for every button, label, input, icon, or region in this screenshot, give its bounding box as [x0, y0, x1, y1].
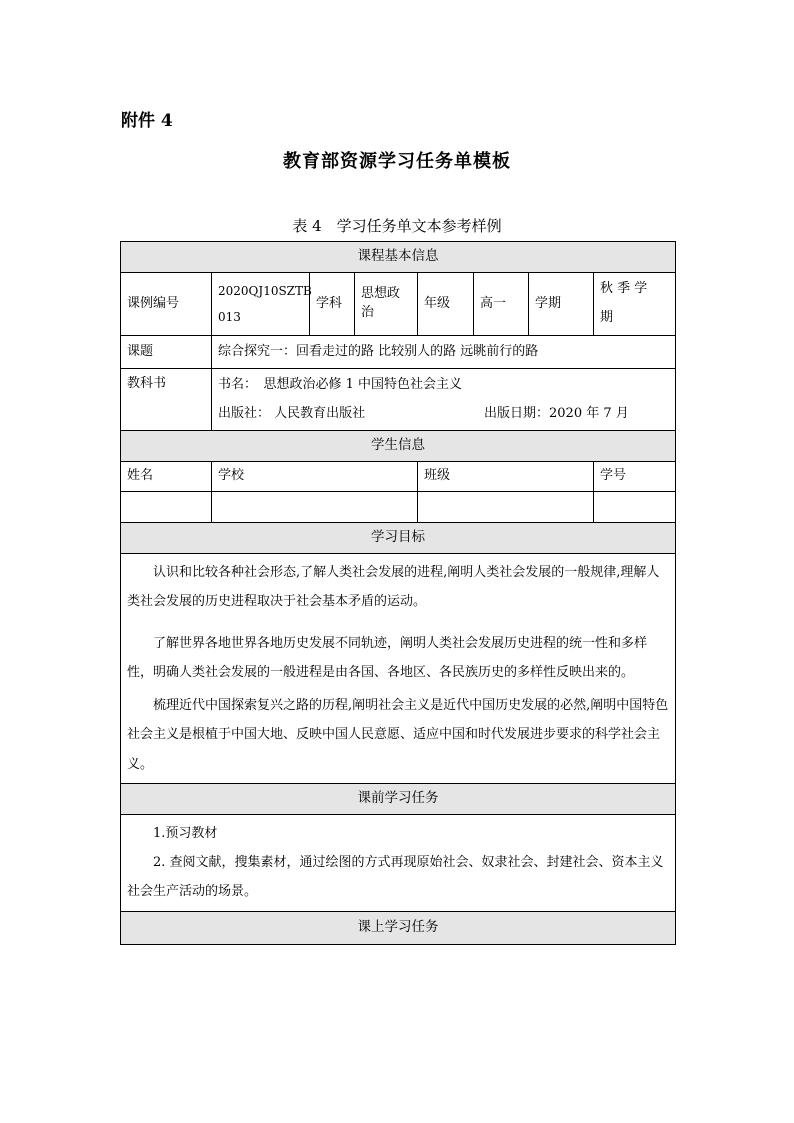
term-label: 学期	[529, 273, 594, 336]
section-in-class: 课上学习任务	[121, 911, 676, 944]
subject-label: 学科	[310, 273, 355, 336]
pre-class-content	[121, 814, 676, 911]
section-pre-class: 课前学习任务	[121, 783, 676, 814]
objectives-content	[121, 554, 676, 784]
grade-value: 高一	[474, 273, 529, 336]
section-student-info: 学生信息	[121, 431, 676, 462]
term-line1: 秋 季 学	[600, 281, 648, 297]
objective-paragraph: 认识和比较各种社会形态,了解人类社会发展的进程,阐明人类社会发展的一般规律,理解人类社会发展的历史进程取决于社会基本矛盾的运动。	[127, 565, 660, 610]
subject-value: 思想政治	[355, 273, 418, 336]
section-objectives: 学习目标	[121, 523, 676, 554]
topic-label: 课题	[121, 336, 212, 369]
student-id-field[interactable]	[594, 492, 676, 523]
textbook-label: 教科书	[121, 369, 212, 431]
textbook-publish-date: 出版日期：2020 年 7 月	[484, 405, 629, 421]
term-line2: 期	[600, 310, 614, 325]
student-name-label: 姓名	[121, 462, 212, 492]
objective-paragraph: 梳理近代中国探索复兴之路的历程,阐明社会主义是近代中国历史发展的必然,阐明中国特色社会主义是根植于中国大地、反映中国人民意愿、适应中国和时代发展进步要求的科学社会主义。	[127, 698, 669, 772]
pre-class-item: 2. 查阅文献，搜集素材，通过绘图的方式再现原始社会、奴隶社会、封建社会、资本主义社会生产活动的场景。	[127, 855, 664, 900]
term-value	[594, 273, 676, 336]
textbook-publisher: 出版社： 人民教育出版社	[218, 405, 366, 421]
student-school-label: 学校	[212, 462, 418, 492]
topic-value: 综合探究一：回看走过的路 比较别人的路 远眺前行的路	[212, 336, 676, 369]
table-caption: 表 4 学习任务单文本参考样例	[292, 217, 502, 235]
student-school-field[interactable]	[212, 492, 418, 523]
grade-label: 年级	[418, 273, 474, 336]
course-code-label: 课例编号	[121, 273, 212, 336]
pre-class-item: 1.预习教材	[153, 825, 218, 841]
student-class-field[interactable]	[418, 492, 594, 523]
student-id-label: 学号	[594, 462, 676, 492]
task-sheet-table	[120, 241, 676, 945]
student-class-label: 班级	[418, 462, 594, 492]
objective-paragraph: 了解世界各地世界各地历史发展不同轨迹，阐明人类社会发展历史进程的统一性和多样性，明确人类社会发展的一般进程是由各国、各地区、各民族历史的多样性反映出来的。	[127, 635, 648, 680]
course-code-line2: 013	[218, 310, 241, 324]
attachment-label: 附件 4	[121, 111, 173, 131]
textbook-publisher-row	[218, 400, 669, 429]
textbook-info	[212, 369, 676, 431]
course-code-line1: 2020QJ10SZTB	[218, 283, 312, 298]
course-code-value	[212, 273, 310, 336]
document-title: 教育部资源学习任务单模板	[283, 151, 511, 172]
section-course-info: 课程基本信息	[121, 242, 676, 273]
textbook-name: 书名： 思想政治必修 1 中国特色社会主义	[218, 377, 463, 392]
student-name-field[interactable]	[121, 492, 212, 523]
